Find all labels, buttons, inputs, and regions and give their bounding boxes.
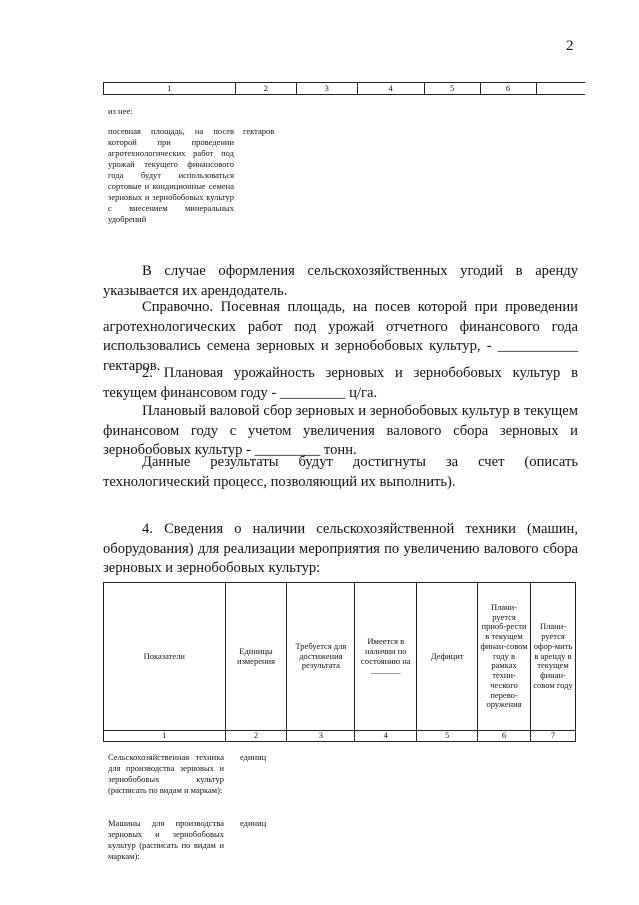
list-item: Сельскохозяйственная техника для производства зерновых и зернобобовых культур (расписать по видам и маркам): [108,752,224,796]
table-header-row [104,583,576,731]
page-number: 2 [566,38,574,54]
section-4-heading: 4. Сведения о наличии сельскохозяйственной техники (машин, оборудования) для реализации мероприятия по увеличению валового сбора зерновых и зернобобовых культур: [103,521,578,577]
table-row [104,83,586,95]
paragraph-results: Данные результаты будут достигнуты за счет (описать технологический процесс, позволяющий их выполнить). [103,454,578,490]
column-number: 3 [287,731,355,742]
column-number: 1 [104,731,226,742]
paragraph-lease: В случае оформления сельскохозяйственных угодий в аренду указывается их арендодатель. [103,263,578,299]
header-available: Имеется в наличии по состоянию на _______ [355,583,417,731]
table-row [104,731,576,742]
column-number: 4 [355,731,417,742]
column-number: 1 [104,83,236,95]
paragraph-yield: 2. Плановая урожайность зерновых и зернобобовых культур в текущем финансовом году - _________ ц/га. [103,365,578,401]
list-item: Машины для производства зерновых и зернобобовых культур (расписать по видам и маркам): [108,818,224,862]
list-item-unit: единиц [240,818,267,828]
list-item-unit: единиц [240,752,267,762]
header-planned-lease: Плани-руется офор-мить в аренду в текущем финан-совом году [531,583,576,731]
column-number: 2 [235,83,296,95]
column-number: 7 [531,731,576,742]
column-number: 5 [424,83,480,95]
column-number: 5 [417,731,478,742]
paragraph-gross-harvest: Плановый валовой сбор зерновых и зернобобовых культур в текущем финансовом году с учетом увеличения валового сбора зерновых и зернобобовых культур - _________ тонн. [103,403,578,459]
equipment-table [103,582,576,742]
header-planned-purchase: Плани-руется приоб-рести в текущем финан-совом году в рамках техни-ческого перево-оружения [478,583,531,731]
header-required: Требуется для достижения результата [287,583,355,731]
column-number: 3 [296,83,357,95]
header-indicators: Показатели [104,583,226,731]
column-number [536,83,585,95]
of-which-label: из нее: [108,106,133,116]
sown-area-unit: гектаров [243,126,275,136]
sown-area-label: посевная площадь, на посев которой при проведении агротехнологических работ под урожай текущего финансового года будут использоваться сортовые и кондиционные семена зерновых и зернобобовых культур с внесением минеральных удобрений [108,126,234,225]
column-number-table [103,82,585,95]
column-number: 2 [225,731,287,742]
column-number: 4 [357,83,424,95]
column-number: 6 [478,731,531,742]
header-deficit: Дефицит [417,583,478,731]
paragraph-reference: Справочно. Посевная площадь, на посев которой при проведении агротехнологических работ под урожай отчетного финансового года использовались семена зерновых и зернобобовых культур, - ___________ гектаров. [103,299,578,375]
column-number: 6 [480,83,536,95]
header-units: Единицы измерения [225,583,287,731]
